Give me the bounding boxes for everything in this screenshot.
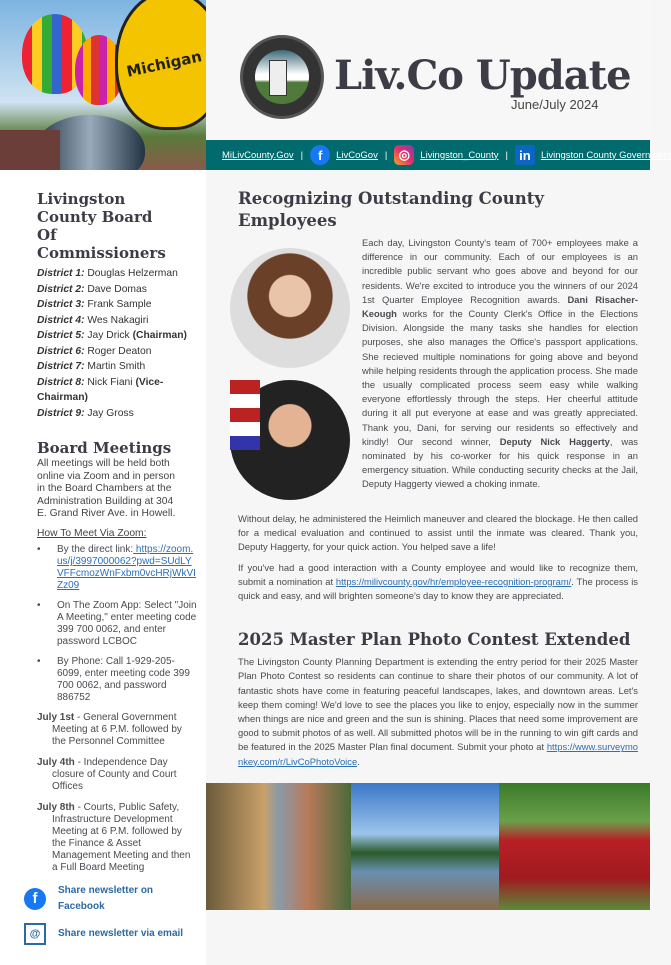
- event-desc: - Courts, Public Safety, Infrastructure Development Meeting at 6 P.M. followed by the Finance & Asset Management Meeting and then a Full Board Meeting: [52, 802, 191, 873]
- district-label: District 5:: [37, 330, 85, 341]
- event-list: [37, 712, 195, 874]
- event-date: July 8th: [37, 802, 75, 813]
- district-label: District 2:: [37, 283, 85, 295]
- share-email-button[interactable]: [24, 923, 198, 945]
- article-paragraph: [238, 561, 638, 604]
- instagram-link[interactable]: Livingston_County: [420, 149, 499, 161]
- commissioner-name: Nick Fiani: [87, 376, 133, 388]
- separator: |: [300, 149, 304, 161]
- list-item: • By Phone: Call 1-929-205-6099, enter meeting code 399 700 0062, and password 886752: [37, 656, 198, 704]
- district-row: [37, 359, 198, 375]
- text: .: [357, 755, 360, 767]
- winner-name: Dani Risacher-Keough: [362, 293, 638, 320]
- text: works for the County Clerk's Office in the Elections Division. Alongside the many tasks she handles for election purposes, she also manages the Office's passport applications. She recieved multiple nominations for going above and beyond while helping residents through the application process. She made the usually complicated process seem easy while walking everyone effortlessly through the steps. Her cheerful attitude during it all put everyone at ease and was greatly appreciated. Thank you, Dani, for serving our residents so effectively and kindly! Our second winner,: [362, 308, 638, 447]
- district-label: District 9:: [37, 407, 85, 419]
- zoom-heading: How To Meet Via Zoom:: [37, 527, 147, 539]
- district-row: [37, 282, 198, 298]
- facebook-icon: f: [24, 888, 46, 910]
- district-row: [37, 297, 198, 313]
- list-item: [37, 544, 198, 592]
- district-row: [37, 313, 198, 329]
- article-title: Recognizing Outstanding County Employees: [238, 189, 544, 230]
- hero-balloons-image: [0, 0, 206, 170]
- employee-photos: [230, 232, 362, 512]
- commissioner-name: Martin Smith: [87, 361, 146, 372]
- boardwalk-lake-photo: [351, 783, 499, 910]
- event-desc: - Independence Day closure of County and Court Offices: [52, 757, 177, 792]
- district-row: [37, 344, 198, 360]
- event-date: July 1st: [37, 712, 75, 723]
- linkedin-link[interactable]: Livingston County Government: [540, 149, 671, 161]
- district-label: District 7:: [37, 361, 85, 372]
- commissioner-name: Dave Domas: [87, 283, 147, 295]
- commissioner-name: Frank Sample: [87, 299, 152, 310]
- text: . The process is quick and easy, and will brighten someone's day to know they are appreciated.: [238, 575, 638, 602]
- district-row: [37, 375, 198, 406]
- county-seal-logo: [240, 35, 324, 119]
- commissioner-name: Roger Deaton: [87, 345, 152, 357]
- commissioner-name: Douglas Helzerman: [87, 268, 178, 279]
- commissioner-role: (Vice-Chairman): [37, 376, 164, 403]
- share-email-label: Share newsletter via email: [58, 928, 184, 939]
- main-content: [206, 170, 650, 910]
- event-item: [37, 757, 195, 793]
- facebook-icon[interactable]: f: [310, 145, 330, 165]
- sidebar: [0, 170, 206, 965]
- zoom-instructions: [37, 544, 198, 704]
- employee-photo-haggerty: [230, 380, 350, 500]
- nomination-link[interactable]: https://milivcounty.gov/hr/employee-recognition-program/: [335, 575, 572, 587]
- winner-name: Deputy Nick Haggerty: [499, 435, 610, 447]
- share-facebook-label: Share newsletter on Facebook: [58, 885, 154, 912]
- district-label: District 4:: [37, 314, 85, 326]
- commissioner-role: (Chairman): [132, 330, 187, 341]
- district-label: District 8:: [37, 376, 85, 388]
- issue-date: June/July 2024: [511, 97, 599, 112]
- article-paragraph: Without delay, he administered the Heimlich maneuver and cleared the blockage. He then called for a medical evaluation and continued to assist until the inmate was cleared. Thank you, Deputy Haggerty, for your quick action. You helped save a life!: [238, 513, 638, 553]
- social-links-bar: [206, 140, 671, 170]
- commissioner-name: Jay Gross: [87, 407, 134, 419]
- item-text: By the direct link:: [57, 544, 134, 555]
- share-facebook-button[interactable]: [24, 883, 198, 915]
- board-heading: Livingston County Board Of Commissioners: [37, 190, 166, 262]
- facebook-link[interactable]: LivCoGov: [336, 149, 378, 161]
- email-icon: @: [24, 923, 46, 945]
- district-row: [37, 406, 198, 422]
- website-link[interactable]: MiLivCounty.Gov: [222, 149, 294, 161]
- event-desc: - General Government Meeting at 6 P.M. followed by the Personnel Committee: [52, 712, 182, 747]
- article-title: 2025 Master Plan Photo Contest Extended: [238, 630, 631, 650]
- district-label: District 1:: [37, 268, 85, 279]
- meetings-heading: Board Meetings: [37, 439, 172, 457]
- event-item: [37, 712, 195, 748]
- instagram-icon[interactable]: ◎: [394, 145, 414, 165]
- district-row: [37, 328, 198, 344]
- photo-contest-link[interactable]: https://www.surveymonkey.com/r/LivCoPhotoVoice: [238, 741, 638, 767]
- district-label: District 3:: [37, 299, 85, 310]
- hero-balloon-text: Michigan: [124, 47, 204, 81]
- event-date: July 4th: [37, 757, 75, 768]
- masthead: [206, 0, 650, 140]
- district-label: District 6:: [37, 345, 85, 357]
- commissioner-name: Wes Nakagiri: [87, 314, 149, 326]
- text: The Livingston County Planning Department is extending the entry period for their 2025 Master Plan Photo Contest so residents can continue to share their photos of our community. A lot of fantastic shots have come in featuring peaceful landscapes, lakes, and downtown areas. Let's keep them coming! We'd love to see the places you like to enjoy, especially now in the summer when things are nice and green and the sun is shining. Places that need some improvement are good to submit photos of as well. All submitted photos will be in the running to win gift cards and be featured in the 2025 Master Plan final document. Submit your photo at: [238, 656, 638, 753]
- employee-photo-dani: [230, 248, 350, 368]
- downtown-street-photo: [206, 783, 351, 910]
- zoom-link[interactable]: https://zoom.us/j/3997000062?pwd=SUdLYVFFcmozWnFxbm0vcHRjWkVIZz09: [57, 544, 196, 591]
- article-paragraph: [238, 655, 638, 769]
- meetings-text: All meetings will be held both online via Zoom and in person in the Board Chambers at the Administration Building at 304 E. Grand River Ave. in Howell.: [37, 458, 176, 519]
- separator: |: [505, 149, 508, 161]
- event-item: [37, 802, 195, 874]
- text: , was nominated by his co-worker for his quick response in an emergency situation. While conducting security checks at the Jail, Deputy Haggerty viewed a choking inmate.: [362, 435, 638, 490]
- district-list: [37, 266, 198, 421]
- district-row: [37, 266, 198, 282]
- list-item: • On The Zoom App: Select "Join A Meeting," enter meeting code 399 700 0062, and enter password LCBOC: [37, 600, 198, 648]
- separator: |: [384, 149, 388, 161]
- text: If you've had a good interaction with a County employee and would like to recognize them, submit a nomination at: [238, 561, 638, 587]
- red-caboose-photo: [499, 783, 650, 910]
- photo-strip: [206, 783, 650, 910]
- commissioner-name: Jay Drick: [87, 330, 130, 341]
- newsletter-title: Liv.Co Update: [334, 52, 631, 99]
- text: Each day, Livingston County's team of 700+ employees make a difference in our community. Each of our employees is an incredible public servant who goes above and beyond for our residents. We're excited to introduce you the winners of our 2024 1st Quarter Employee Recognition awards.: [362, 237, 638, 305]
- linkedin-icon[interactable]: in: [515, 145, 535, 165]
